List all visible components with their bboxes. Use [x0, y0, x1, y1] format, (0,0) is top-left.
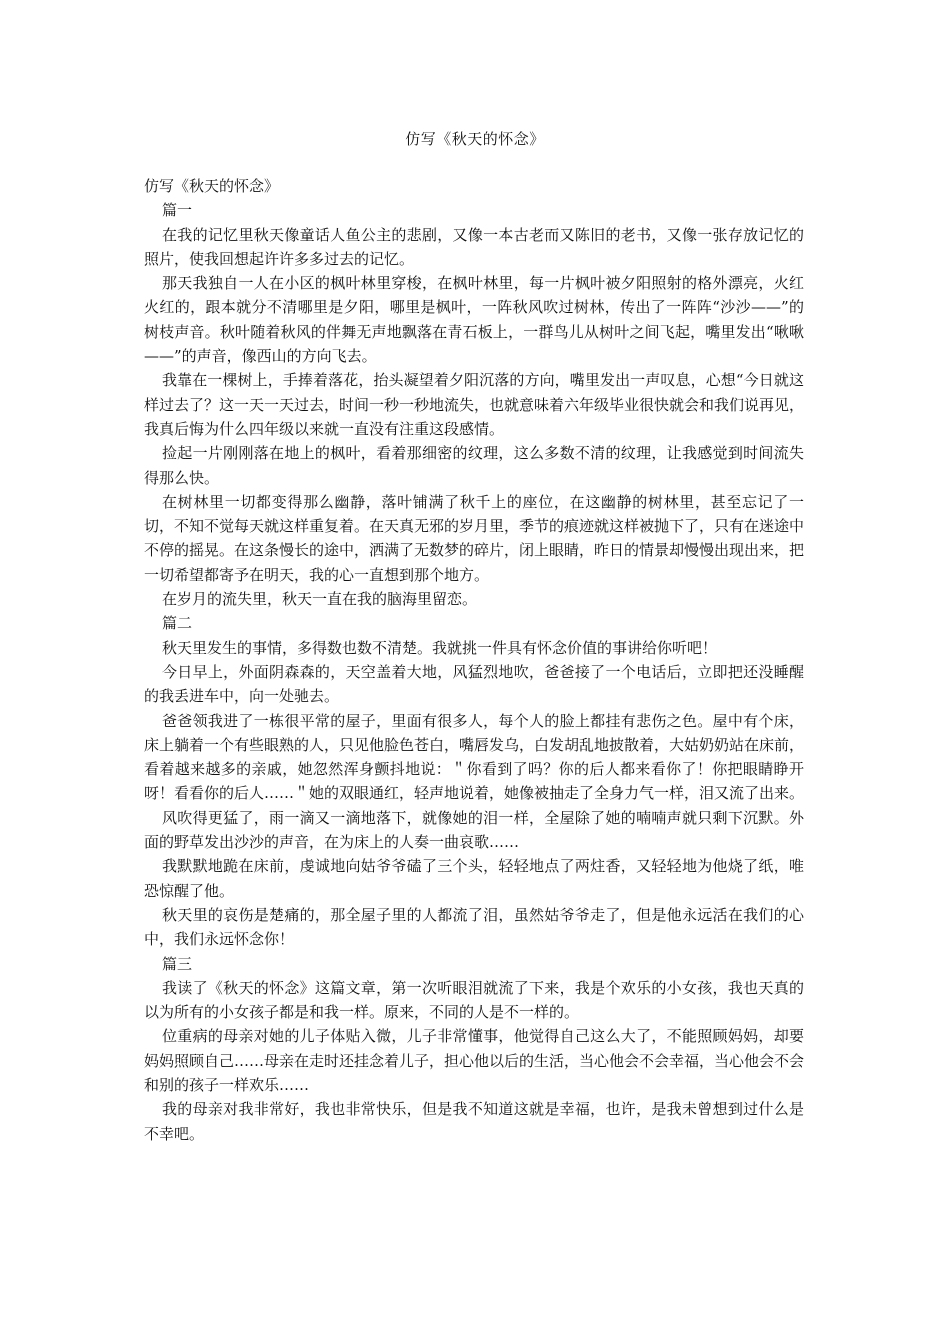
section-heading: 篇三: [162, 954, 193, 973]
paragraph: 在岁月的流失里，秋天一直在我的脑海里留恋。: [162, 590, 478, 609]
paragraph: 今日早上，外面阴森森的，天空盖着大地，风猛烈地吹，爸爸接了一个电话后，立即把还没睡醒的我丢进车中，向一处驰去。: [144, 662, 804, 706]
paragraph: 在我的记忆里秋天像童话人鱼公主的悲剧，又像一本古老而又陈旧的老书，又像一张存放记忆的照片，使我回想起许许多多过去的记忆。: [144, 225, 804, 268]
document-body: [144, 174, 804, 1146]
paragraph: 在树林里一切都变得那么幽静，落叶铺满了秋千上的座位，在这幽静的树林里，甚至忘记了一切，不知不觉每天就这样重复着。在天真无邪的岁月里，季节的痕迹就这样被抛下了，只有在迷途中不停的摇晃。在这条慢长的途中，洒满了无数梦的碎片，闭上眼睛，昨日的情景却慢慢出现出来，把一切希望都寄予在明天，我的心一直想到那个地方。: [144, 492, 805, 584]
paragraph: 秋天里发生的事情，多得数也数不清楚。我就挑一件具有怀念价值的事讲给你听吧！: [162, 638, 718, 657]
paragraph: 那天我独自一人在小区的枫叶林里穿梭，在枫叶林里，每一片枫叶被夕阳照射的格外漂亮，火红火红的，跟本就分不清哪里是夕阳，哪里是枫叶，一阵秋风吹过树林，传出了一阵阵“沙沙——”的树枝声音。秋叶随着秋风的伴舞无声地飘落在青石板上，一群鸟儿从树叶之间飞起，嘴里发出“啾啾——”的声音，像西山的方向飞去。: [144, 274, 804, 366]
paragraph: 位重病的母亲对她的儿子体贴入微，儿子非常懂事，他觉得自己这么大了，不能照顾妈妈，却要妈妈照顾自己……母亲在走时还挂念着儿子，担心他以后的生活，当心他会不会幸福，当心他会不会和别的孩子一样欢乐……: [144, 1027, 805, 1094]
section-heading: 篇二: [162, 614, 193, 633]
paragraph: 风吹得更猛了，雨一滴又一滴地落下，就像她的泪一样，全屋除了她的喃喃声就只剩下沉默。外面的野草发出沙沙的声音，在为床上的人奏一曲哀歌……: [144, 808, 804, 852]
paragraph: 我默默地跪在床前，虔诚地向姑爷爷磕了三个头，轻轻地点了两炷香，又轻轻地为他烧了纸，唯恐惊醒了他。: [144, 857, 804, 900]
paragraph: 我读了《秋天的怀念》这篇文章，第一次听眼泪就流了下来，我是个欢乐的小女孩，我也天真的以为所有的小女孩子都是和我一样。原来，不同的人是不一样的。: [144, 978, 804, 1022]
paragraph: 我靠在一棵树上，手捧着落花，抬头凝望着夕阳沉落的方向，嘴里发出一声叹息，心想“今日就这样过去了？这一天一天过去，时间一秒一秒地流失，也就意味着六年级毕业很快就会和我们说再见，我真后悔为什么四年级以来就一直没有注重这段感情。: [144, 371, 805, 438]
document-title: 仿写《秋天的怀念》: [405, 130, 545, 148]
paragraph: 我的母亲对我非常好，我也非常快乐，但是我不知道这就是幸福，也许，是我未曾想到过什么是不幸吧。: [144, 1100, 804, 1143]
paragraph: 秋天里的哀伤是楚痛的，那全屋子里的人都流了泪，虽然姑爷爷走了，但是他永远活在我们的心中，我们永远怀念你！: [144, 905, 804, 949]
document-subtitle: 仿写《秋天的怀念》: [144, 177, 280, 195]
paragraph: 捡起一片刚刚落在地上的枫叶，看着那细密的纹理，这么多数不清的纹理，让我感觉到时间流失得那么快。: [144, 444, 804, 487]
paragraph: 爸爸领我进了一栋很平常的屋子，里面有很多人，每个人的脸上都挂有悲伤之色。屋中有个床，床上躺着一个有些眼熟的人，只见他脸色苍白，嘴唇发乌，白发胡乱地披散着，大姑奶奶站在床前，看着越来越多的亲戚，她忽然浑身颤抖地说：＂你看到了吗？你的后人都来看你了！你把眼睛睁开呀！看看你的后人……＂她的双眼通红，轻声地说着，她像被抽走了全身力气一样，泪又流了出来。: [144, 711, 805, 803]
section-heading: 篇一: [162, 201, 193, 220]
